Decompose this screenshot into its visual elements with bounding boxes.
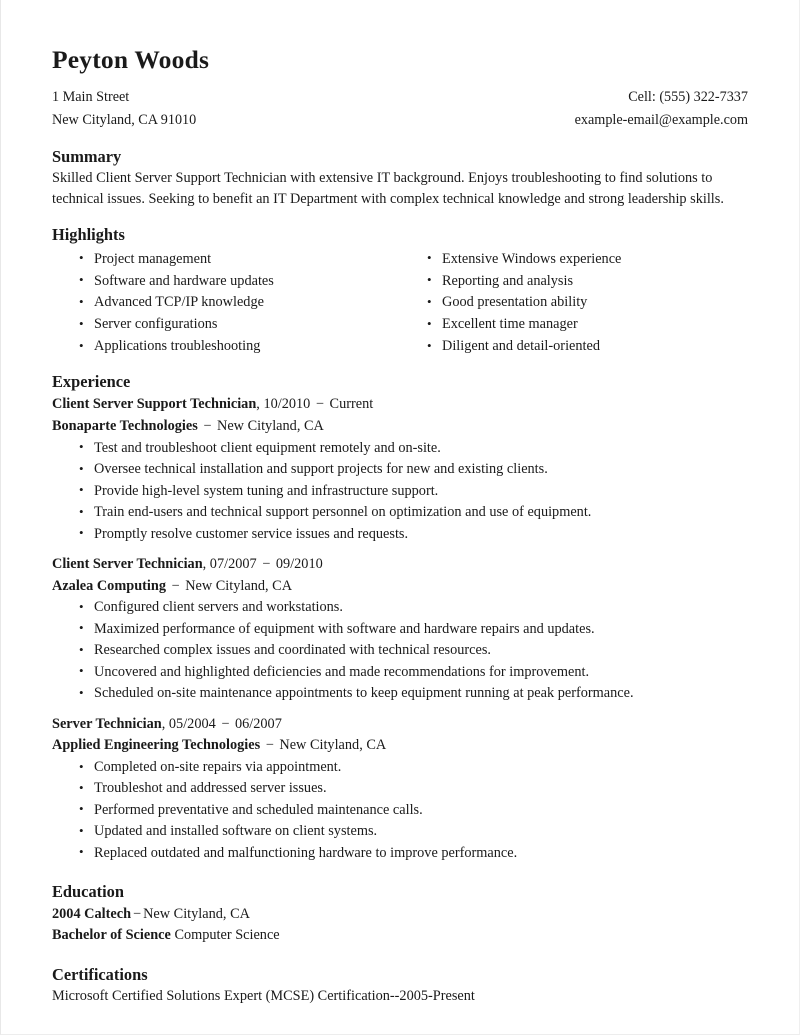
job-date-end: Current xyxy=(329,396,374,413)
highlights-list-right xyxy=(400,249,748,358)
experience-jobs xyxy=(52,394,748,864)
job-location: New Cityland, CA xyxy=(185,577,293,594)
contact-row-2 xyxy=(52,109,748,132)
section-summary xyxy=(52,146,748,210)
email-address: example-email@example.com xyxy=(574,112,748,129)
certifications-text: Microsoft Certified Solutions Expert (MCSE) Certification--2005-Present xyxy=(52,988,475,1005)
section-title-education: Education xyxy=(52,882,124,902)
phone-number: Cell: (555) 322-7337 xyxy=(628,89,748,106)
list-item: • Updated and installed software on client systems. xyxy=(52,821,748,842)
resume-header xyxy=(52,46,748,132)
job-company-dash: − xyxy=(199,418,215,435)
list-item: • Extensive Windows experience xyxy=(400,249,748,271)
list-item: • Researched complex issues and coordinated with technical resources. xyxy=(52,640,748,661)
contact-block xyxy=(52,86,748,132)
job-date-end: 06/2007 xyxy=(234,715,282,732)
job-company-dash: − xyxy=(167,577,184,594)
candidate-name: Peyton Woods xyxy=(52,45,210,74)
education-degree-line xyxy=(52,925,748,947)
job-date-start: , 07/2007 xyxy=(202,555,257,572)
education-dash: − xyxy=(133,905,142,922)
highlights-list-left xyxy=(52,249,400,358)
job-bullets xyxy=(52,597,748,704)
experience-entry xyxy=(52,714,748,865)
section-title-certifications: Certifications xyxy=(52,965,148,984)
list-item: • Reporting and analysis xyxy=(400,271,748,293)
list-item: • Completed on-site repairs via appointment. xyxy=(52,757,748,778)
highlights-column-left xyxy=(52,249,400,358)
job-location: New Cityland, CA xyxy=(279,737,387,754)
job-company-line xyxy=(52,576,748,598)
section-certifications xyxy=(52,964,748,1007)
job-company-line xyxy=(52,735,748,757)
list-item: • Troubleshot and addressed server issues. xyxy=(52,778,748,799)
job-bullets xyxy=(52,757,748,864)
education-school: 2004 Caltech xyxy=(52,905,132,922)
list-item: • Advanced TCP/IP knowledge xyxy=(52,292,400,314)
job-bullets xyxy=(52,438,748,545)
list-item: • Uncovered and highlighted deficiencies and made recommendations for improvement. xyxy=(52,662,748,683)
list-item: • Software and hardware updates xyxy=(52,271,400,293)
list-item: • Good presentation ability xyxy=(400,292,748,314)
job-date-start: , 05/2004 xyxy=(161,715,216,732)
list-item: • Scheduled on-site maintenance appointments to keep equipment running at peak performance. xyxy=(52,683,748,704)
job-date-end: 09/2010 xyxy=(275,555,323,572)
job-company: Applied Engineering Technologies xyxy=(52,737,261,754)
job-date-start: , 10/2010 xyxy=(256,396,311,413)
job-company: Bonaparte Technologies xyxy=(52,418,198,435)
list-item: • Applications troubleshooting xyxy=(52,336,400,358)
list-item: • Project management xyxy=(52,249,400,271)
education-school-line xyxy=(52,904,748,926)
list-item: • Oversee technical installation and support projects for new and existing clients. xyxy=(52,459,748,480)
section-title-summary: Summary xyxy=(52,147,122,167)
list-item: • Train end-users and technical support personnel on optimization and use of equipment. xyxy=(52,502,748,523)
job-date-dash: − xyxy=(258,555,274,572)
list-item: • Server configurations xyxy=(52,314,400,336)
job-role: Client Server Support Technician xyxy=(52,396,257,413)
list-item: • Replaced outdated and malfunctioning hardware to improve performance. xyxy=(52,843,748,864)
job-company: Azalea Computing xyxy=(52,577,166,594)
education-major: Computer Science xyxy=(174,927,280,944)
section-title-highlights: Highlights xyxy=(52,225,125,245)
summary-text: Skilled Client Server Support Technician with extensive IT background. Enjoys troubleshooting to find solutions to technical issues. Seeking to benefit an IT Department with complex technical knowledge and strong leadership skills. xyxy=(52,170,724,208)
job-title-line xyxy=(52,714,748,736)
section-experience xyxy=(52,371,748,864)
address-line-1: 1 Main Street xyxy=(52,89,130,106)
education-degree: Bachelor of Science xyxy=(52,927,171,944)
contact-row-1 xyxy=(52,86,748,109)
job-company-line xyxy=(52,416,748,438)
experience-entry xyxy=(52,554,748,705)
highlights-column-right xyxy=(400,249,748,358)
address-line-2: New Cityland, CA 91010 xyxy=(52,112,197,129)
section-title-experience: Experience xyxy=(52,372,131,392)
list-item: • Diligent and detail-oriented xyxy=(400,336,748,358)
list-item: • Provide high-level system tuning and infrastructure support. xyxy=(52,481,748,502)
list-item: • Maximized performance of equipment with software and hardware repairs and updates. xyxy=(52,619,748,640)
job-company-dash: − xyxy=(262,737,278,754)
highlights-columns xyxy=(52,249,748,358)
job-title-line xyxy=(52,394,748,416)
section-education xyxy=(52,881,748,947)
list-item: • Excellent time manager xyxy=(400,314,748,336)
section-highlights xyxy=(52,224,748,358)
list-item: • Promptly resolve customer service issues and requests. xyxy=(52,524,748,545)
job-location: New Cityland, CA xyxy=(217,418,324,435)
list-item: • Performed preventative and scheduled maintenance calls. xyxy=(52,800,748,821)
job-date-dash: − xyxy=(217,715,233,732)
job-role: Server Technician xyxy=(52,715,162,732)
job-date-dash: − xyxy=(312,396,328,413)
experience-entry xyxy=(52,394,748,545)
job-role: Client Server Technician xyxy=(52,555,203,572)
job-title-line xyxy=(52,554,748,576)
list-item: • Test and troubleshoot client equipment remotely and on-site. xyxy=(52,438,748,459)
list-item: • Configured client servers and workstations. xyxy=(52,597,748,618)
education-location: New Cityland, CA xyxy=(143,905,250,922)
